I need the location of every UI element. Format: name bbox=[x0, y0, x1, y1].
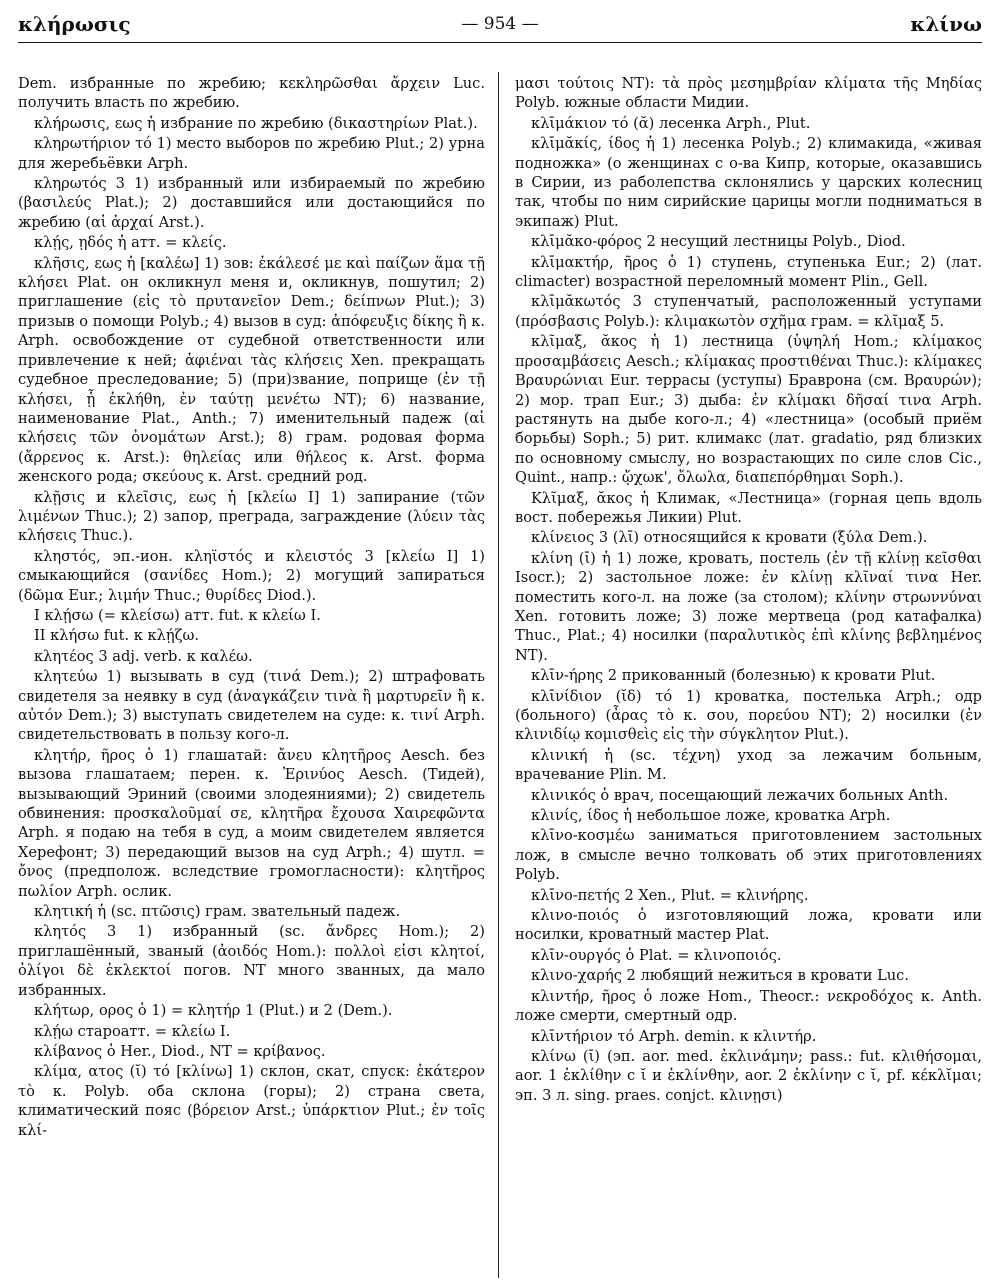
dictionary-entry: κλῑμᾰκο-φόρος 2 несущий лестницы Polyb., Diod. bbox=[531, 233, 906, 251]
dictionary-entry: Κλῖμαξ, ᾰκος ἡ Климак, «Лестница» (горная цепь вдоль вост. побережья Ликии) Plut. bbox=[515, 489, 982, 526]
dictionary-entry: I κλῄσω (= κλείσω) атт. fut. к κλείω I. bbox=[34, 606, 321, 624]
dictionary-entry: κλητέος 3 adj. verb. к καλέω. bbox=[34, 647, 253, 665]
dictionary-entry: κλῆσις, εως ἡ [καλέω] 1) зов: ἐκάλεσέ με καὶ παίζων ἅμα τῇ κλήσει Plat. он окликнул меня и, окликнув, пошутил; 2) приглашение (εἰς τὸ πρυτανεῖον Dem.; δείπνων Plut.); 3) призыв о помощи Polyb.; 4) вызов в суд: ἀπόφευξις δίκης ἢ κ. Arph. освобождение от судебной ответственности или привлечение к ней; ἀφιέναι τὰς κλήσεις Xen. прекращать судебное преследование; 5) (при)звание, поприще (ἐν τῇ κλήσει, ᾗ ἐκλήθη, ἐν ταύτῃ μενέτω NT); 6) название, наименование Plat., Anth.; 7) именительный падеж (αἱ κλήσεις τῶν ὀνομάτων Arst.); 8) грам. родовая форма (ἄρρενος κ. Arst.): θηλείας или θήλεος κ. Arst. форма женского рода; σκεύους κ. Arst. средний род. bbox=[18, 254, 485, 486]
dictionary-entry: κλητός 3 1) избранный (sc. ἄνδρες Hom.); 2) приглашённый, званый (ἀοιδός Hom.): πολλοὶ εἰσι κλητοί, ὀλίγοι δὲ ἐκλεκτοί погов. NT много званных, да мало избранных. bbox=[18, 923, 485, 999]
page-number: — 954 — bbox=[461, 14, 539, 34]
dictionary-entry: κλίνη (ῑ) ἡ 1) ложе, кровать, постель (ἐν τῇ κλίνῃ κεῖσθαι Isocr.); 2) застольное ложе: ἐν κλίνῃ κλῖναί τινα Her. поместить кого-л. на ложе (за столом); κλίνην στρωννύναι Xen. готовить ложе; 3) ложе мертвеца (род катафалка) Thuc., Plat.; 4) носилки (παραλυτικὸς ἐπὶ κλίνης βεβλημένος NT). bbox=[515, 549, 982, 664]
dictionary-entry: κληρωτός 3 1) избранный или избираемый по жребию (βασιλεύς Plat.); 2) доставшийся или достающийся по жребию (αἱ ἀρχαί Arst.). bbox=[18, 175, 485, 231]
dictionary-entry: κλῑμᾰκωτός 3 ступенчатый, расположенный уступами (πρόσβασις Polyb.): κλιμακωτὸν σχῆμα грам. = κλῖμαξ 5. bbox=[515, 293, 982, 330]
dictionary-entry: κλίνειος 3 (λῑ) относящийся к кровати (ξύλα Dem.). bbox=[531, 529, 928, 547]
dictionary-entry: κλίβανος ὁ Her., Diod., NT = κρίβανος. bbox=[34, 1042, 326, 1060]
dictionary-entry: κλῑν-ουργός ὁ Plat. = κλινοποιός. bbox=[531, 946, 782, 964]
dictionary-entry: κλῑμακτήρ, ῆρος ὁ 1) ступень, ступенька Eur.; 2) (лат. climacter) возрастной переломный момент Plin., Gell. bbox=[515, 253, 982, 291]
dictionary-entry: κληστός, эп.-ион. κληϊστός и κλειστός 3 [κλείω I] 1) смыкающийся (σανίδες Hom.); 2) могущий запираться (δῶμα Eur.; λιμήν Thuc.; θυρίδες Diod.). bbox=[18, 547, 485, 604]
left-running-headword: κλήρωσις bbox=[18, 12, 131, 36]
dictionary-entry: κλινική ἡ (sc. τέχνη) уход за лежачим больным, врачевание Plin. M. bbox=[515, 746, 982, 784]
dictionary-entry: κλῄω староатт. = κλείω I. bbox=[34, 1022, 231, 1040]
dictionary-entry: κλητεύω 1) вызывать в суд (τινά Dem.); 2) штрафовать свидетеля за неявку в суд (ἀναγκάζειν τινὰ ἢ μαρτυρεῖν ἢ κ. αὐτόν Dem.); 3) выступать свидетелем на суде: κ. τινί Arph. свидетельствовать в пользу кого-л. bbox=[18, 668, 485, 744]
dictionary-entry: κλῑνίδιον (ῐδ) τό 1) кроватка, постелька Arph.; одр (больного) (ἆρας τὸ κ. σου, πορεύου NT); 2) носилки (ἐν κλινιδίῳ κομισθεὶς εἰς τὴν σύγκλητον Plut.). bbox=[515, 687, 982, 744]
right-column bbox=[515, 74, 982, 1274]
dictionary-entry: κλῑν-ήρης 2 прикованный (болезнью) к кровати Plut. bbox=[531, 667, 936, 685]
page-header bbox=[18, 8, 982, 40]
dictionary-entry: κλήρωσις, εως ἡ избрание по жребию (δικαστηρίων Plat.). bbox=[34, 114, 478, 132]
dictionary-entry: κλητήρ, ῆρος ὁ 1) глашатай: ἄνευ κλητῆρος Aesch. без вызова глашатаем; перен. κ. Ἐρινύος Aesch. (Тидей), вызывающий Эриний (своими злодеяниями); 2) свидетель обвинения: προσκαλοῦμαί σε, κλητῆρα ἔχουσα Χαιρεφῶντα Arph. я подаю на тебя в суд, а моим свидетелем является Херефонт; 3) передающий вызов на суд Arph.; 4) шутл. = ὄνος (предполож. вследствие громогласности): κλητῆρος πωλίον Arph. ослик. bbox=[18, 746, 485, 900]
dictionary-entry: κλῑντήριον τό Arph. demin. к κλιντήρ. bbox=[531, 1027, 817, 1045]
dictionary-entry: κλινο-ποιός ὁ изготовляющий ложа, кровати или носилки, кроватный мастер Plat. bbox=[515, 907, 982, 944]
dictionary-entry: κλῇσις и κλεῖσις, εως ἡ [κλείω I] 1) запирание (τῶν λιμένων Thuc.); 2) запор, преграда, заграждение (λύειν τὰς κλήσεις Thuc.). bbox=[18, 488, 485, 545]
column-divider bbox=[498, 72, 499, 1278]
dictionary-entry: κλήτωρ, ορος ὁ 1) = κλητήρ 1 (Plut.) и 2 (Dem.). bbox=[34, 1002, 393, 1020]
dictionary-entry: κλῑνο-κοσμέω заниматься приготовлением застольных лож, в смысле вечно толковать об этих приготовлениях Polyb. bbox=[515, 827, 982, 884]
dictionary-entry: II κλήσω fut. к κλῄζω. bbox=[34, 627, 200, 645]
dictionary-entry: κλῑνο-πετής 2 Xen., Plut. = κλινήρης. bbox=[531, 886, 809, 904]
dictionary-entry: κλῖμαξ, ᾰκος ἡ 1) лестница (ὑψηλή Hom.; κλίμακος προσαμβάσεις Aesch.; κλίμακας προστιθέναι Thuc.): κλίμακες Βραυρώνιαι Eur. террасы (уступы) Браврона (см. Βραυρών); 2) мор. трап Eur.; 3) дыба: ἐν κλίμακι δῆσαί τινα Arph. растянуть на дыбе кого-л.; 4) «лестница» (особый приём борьбы) Soph.; 5) рит. климакс (лат. gradatio, ряд близких по основному смыслу, но возрастающих по силе слов Cic., Quint., напр.: ᾤχωκ', ὄλωλα, διαπεπόρθημαι Soph.). bbox=[515, 333, 982, 487]
left-column bbox=[18, 74, 485, 1274]
dictionary-entry: κλῄς, ῃδός ἡ атт. = κλείς. bbox=[34, 234, 227, 252]
header-rule bbox=[18, 42, 982, 43]
dictionary-entry: κλινίς, ίδος ἡ небольшое ложе, кроватка Arph. bbox=[531, 807, 891, 825]
dictionary-entry: κληρωτήριον τό 1) место выборов по жребию Plut.; 2) урна для жеребьёвки Arph. bbox=[18, 135, 485, 172]
dictionary-entry: μασι τούτοις NT): τὰ πρὸς μεσημβρίαν κλίματα τῆς Μηδίας Polyb. южные области Мидии. bbox=[515, 75, 982, 112]
dictionary-entry: κλιντήρ, ῆρος ὁ ложе Hom., Theocr.: νεκροδόχος κ. Anth. ложе смерти, смертный одр. bbox=[515, 987, 982, 1025]
dictionary-entry: κλίμα, ατος (ῐ) τό [κλίνω] 1) склон, скат, спуск: ἑκάτερον τὸ κ. Polyb. оба склона (горы); 2) страна света, климатический пояс (βόρειον Arst.; ὑπάρκτιον Plut.; ἐν τοῖς κλί- bbox=[18, 1063, 485, 1139]
dictionary-entry: κλῑμάκιον τό (ᾰ) лесенка Arph., Plut. bbox=[531, 114, 811, 132]
dictionary-entry: κλῑμᾰκίς, ίδος ἡ 1) лесенка Polyb.; 2) климакида, «живая подножка» (о женщинах с о-ва Кипр, которые, оказавшись в Сирии, из раболепства склонялись у царских колесниц так, чтобы по ним сирийские царицы могли подниматься в экипаж) Plut. bbox=[515, 135, 982, 230]
dictionary-entry: κλίνω (ῑ) (эп. aor. med. ἐκλινάμην; pass.: fut. κλιθήσομαι, aor. 1 ἐκλίθην с ῐ и ἐκλίνθην, aor. 2 ἐκλίνην с ῐ, pf. κέκλῐμαι; эп. 3 л. sing. praes. conjct. κλινῃσι) bbox=[515, 1047, 982, 1104]
dictionary-entry: κλινο-χαρής 2 любящий нежиться в кровати Luc. bbox=[531, 967, 909, 985]
dictionary-entry: κλινικός ὁ врач, посещающий лежачих больных Anth. bbox=[531, 786, 949, 804]
dictionary-entry: Dem. избранные по жребию; κεκληρῶσθαι ἄρχειν Luc. получить власть по жребию. bbox=[18, 75, 485, 112]
dictionary-entry: κλητική ἡ (sc. πτῶσις) грам. звательный падеж. bbox=[34, 903, 401, 921]
right-running-headword: κλίνω bbox=[910, 12, 982, 36]
